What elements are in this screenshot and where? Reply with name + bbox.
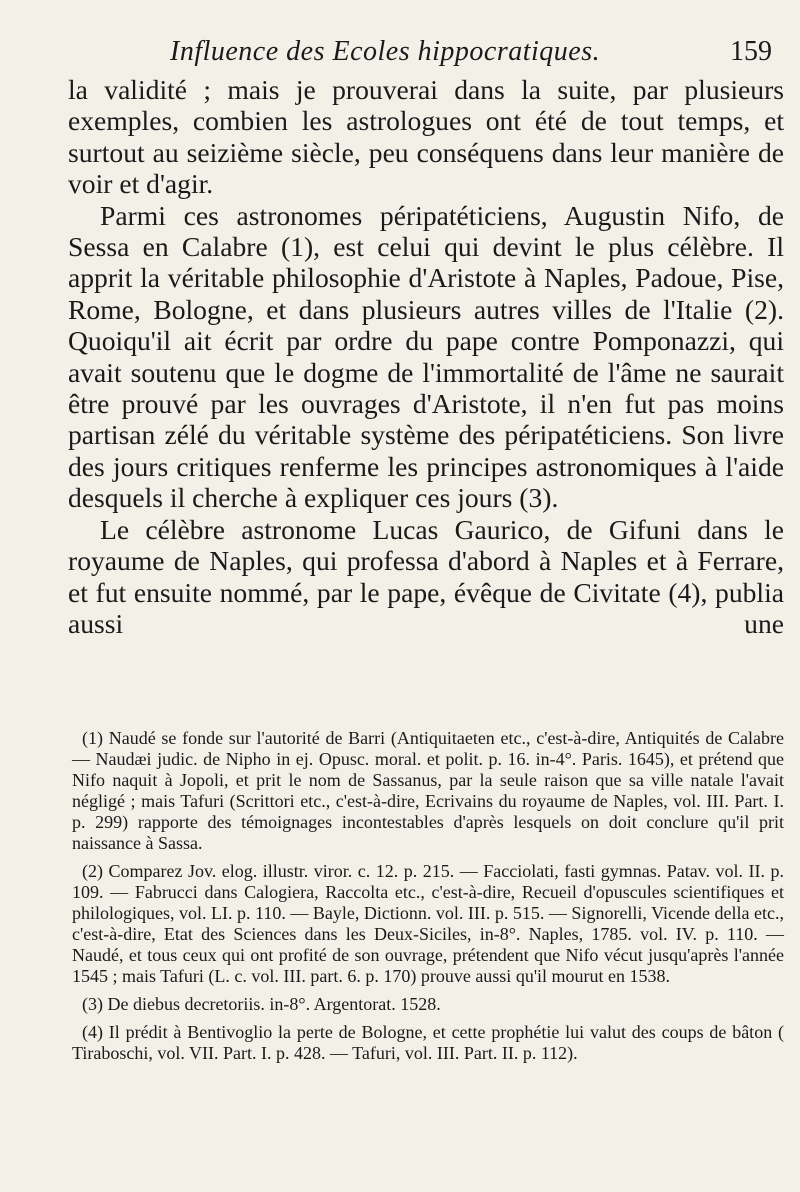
footnote: (1) Naudé se fonde sur l'autorité de Barri (Antiquitaeten etc., c'est-à-dire, Antiquités de Calabre — Naudæi judic. de Nipho in ej. Opusc. moral. et polit. p. 16. in-4°. Paris. 1645), et prétend que Nifo naquit à Jopoli, et prit le nom de Sassanus, par la seule raison que sa ville natale l'avait négligé ; mais Tafuri (Scrittori etc., c'est-à-dire, Ecrivains du royaume de Naples, vol. III. Part. I. p. 299) rapporte des témoignages incontestables d'après lesquels on doit conclure qu'il prit naissance à Sassa. <box>72 728 784 853</box>
main-text <box>68 74 784 639</box>
page-number: 159 <box>730 36 772 67</box>
paragraph: la validité ; mais je prouverai dans la suite, par plusieurs exemples, combien les astrologues ont été de tout temps, et surtout au seizième siècle, peu conséquens dans leur manière de voir et d'agir. <box>68 74 784 200</box>
running-title: Influence des Ecoles hippocratiques. <box>170 36 601 67</box>
paragraph: Le célèbre astronome Lucas Gaurico, de Gifuni dans le royaume de Naples, qui professa d'abord à Naples et à Ferrare, et fut ensuite nommé, par le pape, évêque de Civitate (4), publia aussi une <box>68 513 784 639</box>
footnotes <box>72 728 784 1071</box>
footnote: (3) De diebus decretoriis. in-8°. Argentorat. 1528. <box>82 994 441 1014</box>
footnote: (4) Il prédit à Bentivoglio la perte de Bologne, et cette prophétie lui valut des coups de bâton ( Tiraboschi, vol. VII. Part. I. p. 428. — Tafuri, vol. III. Part. II. p. 112). <box>72 1022 784 1063</box>
footnote: (2) Comparez Jov. elog. illustr. viror. c. 12. p. 215. — Facciolati, fasti gymnas. Patav. vol. II. p. 109. — Fabrucci dans Calogiera, Raccolta etc., c'est-à-dire, Recueil d'opuscules scientifiques et philologiques, vol. LI. p. 110. — Bayle, Dictionn. vol. III. p. 515. — Signorelli, Vicende della etc., c'est-à-dire, Etat des Sciences dans les Deux-Siciles, in-8°. Naples, 1785. vol. IV. p. 110. — Naudé, et tous ceux qui ont profité de son ouvrage, prétendent que Nifo vécut jusqu'après l'année 1545 ; mais Tafuri (L. c. vol. III. part. 6. p. 170) prouve aussi qu'il mourut en 1538. <box>72 861 784 986</box>
page-header <box>60 32 772 76</box>
paragraph: Parmi ces astronomes péripatéticiens, Augustin Nifo, de Sessa en Calabre (1), est celui qui devint le plus célèbre. Il apprit la véritable philosophie d'Aristote à Naples, Padoue, Pise, Rome, Bologne, et dans plusieurs autres villes de l'Italie (2). Quoiqu'il ait écrit par ordre du pape contre Pomponazzi, qui avait soutenu que le dogme de l'immortalité de l'âme ne saurait être prouvé par les ouvrages d'Aristote, il n'en fut pas moins partisan zélé du véritable système des péripatéticiens. Son livre des jours critiques renferme les principes astronomiques à l'aide desquels il cherche à expliquer ces jours (3). <box>68 199 784 514</box>
